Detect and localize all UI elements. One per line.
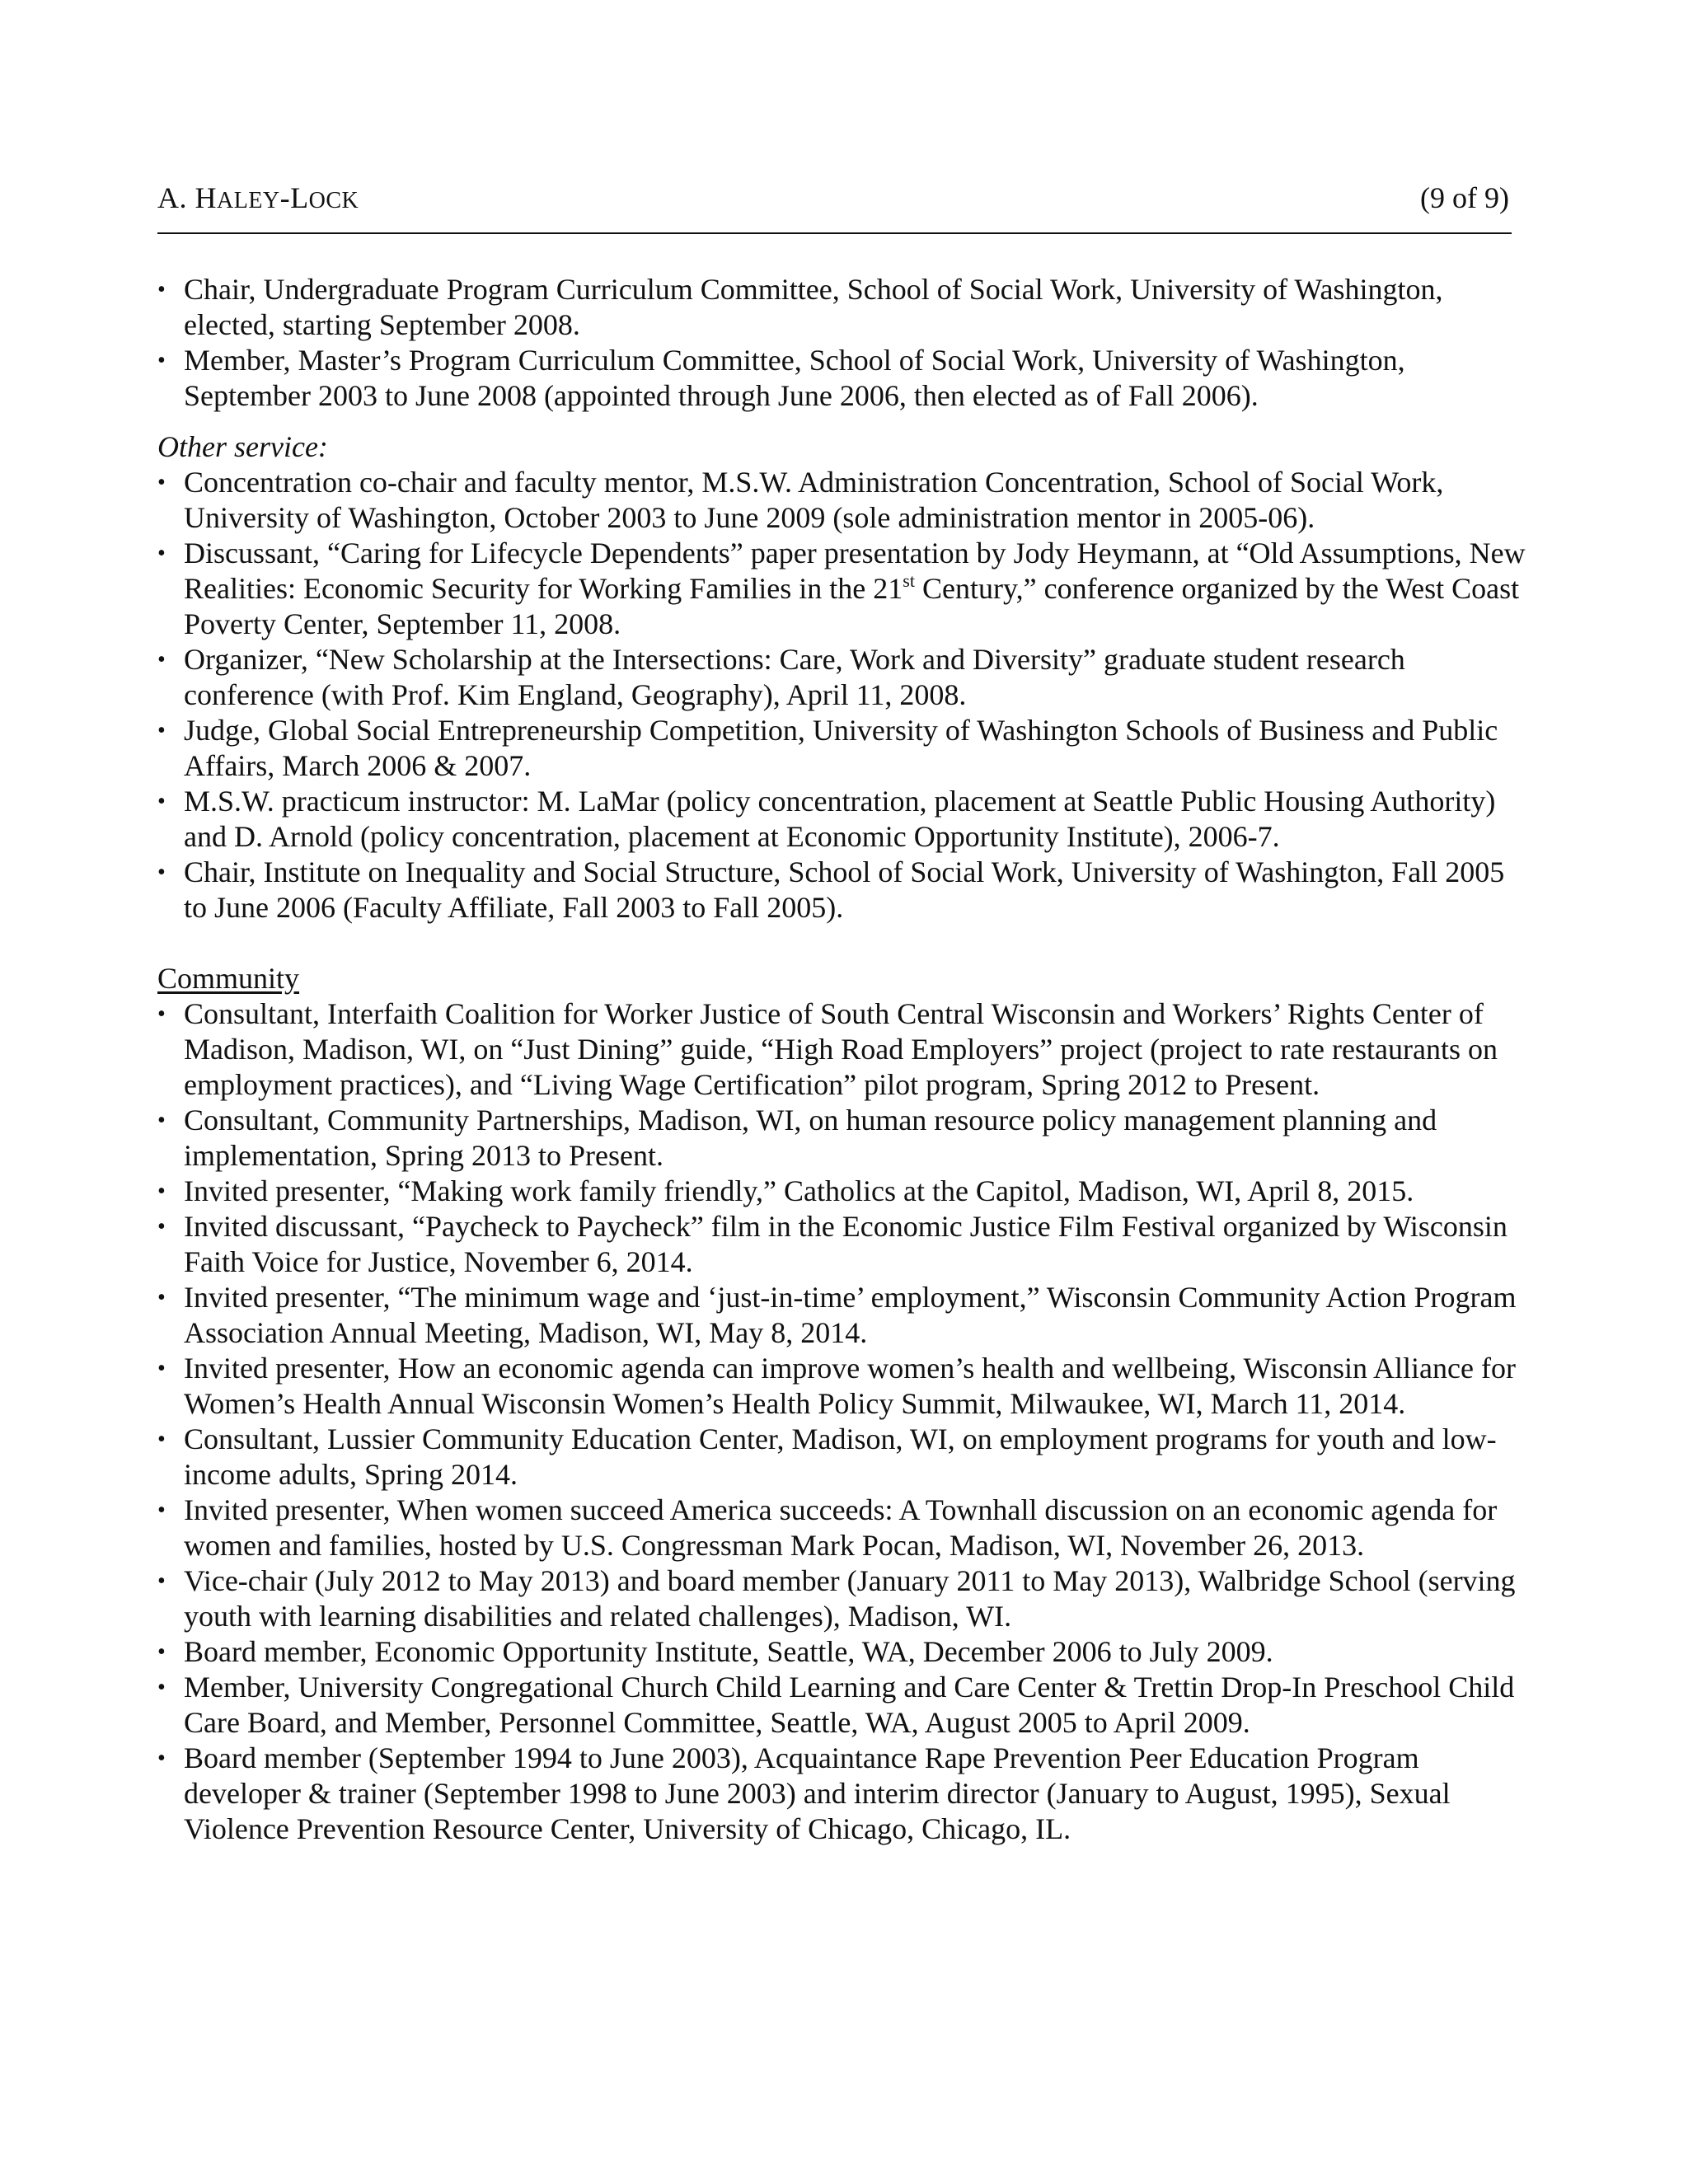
list-item bbox=[157, 1634, 1526, 1670]
list-item bbox=[157, 465, 1526, 536]
bullet-icon: • bbox=[157, 1285, 166, 1310]
bullet-icon: • bbox=[157, 470, 166, 495]
bullet-icon: • bbox=[157, 718, 166, 743]
text-fragment: Discussant, “Caring for Lifecycle Dependents” paper presentation by Jody Heymann, at “Old Assumptions, New Realities: Economic Security for Working Families in the 21 bbox=[184, 537, 1526, 605]
bullet-icon: • bbox=[157, 1214, 166, 1240]
author-name-part: -L bbox=[279, 181, 309, 214]
list-item bbox=[157, 1209, 1526, 1280]
list-item-text: Chair, Institute on Inequality and Social Structure, School of Social Work, University of Washington, Fall 2005 to June 2006 (Faculty Affiliate, Fall 2003 to Fall 2005). bbox=[184, 855, 1505, 924]
bullet-icon: • bbox=[157, 1427, 166, 1452]
bullet-icon: • bbox=[157, 1675, 166, 1700]
list-item-text: Invited presenter, “Making work family friendly,” Catholics at the Capitol, Madison, WI, April 8, 2015. bbox=[184, 1174, 1414, 1207]
community-list bbox=[157, 996, 1526, 1847]
bullet-icon: • bbox=[157, 1001, 166, 1027]
list-item-text: Vice-chair (July 2012 to May 2013) and board member (January 2011 to May 2013), Walbridge School (serving youth with learning disabilities and related challenges), Madison, WI. bbox=[184, 1564, 1516, 1633]
list-item bbox=[157, 642, 1526, 713]
list-item bbox=[157, 1422, 1526, 1493]
list-item bbox=[157, 1174, 1526, 1209]
list-item-text: Board member (September 1994 to June 2003), Acquaintance Rape Prevention Peer Education Program developer & trainer (September 1998 to June 2003) and interim director (January to August, 1995), Sexual Violence Prevention Resource Center, University of Chicago, Chicago, IL. bbox=[184, 1741, 1451, 1845]
list-item bbox=[157, 1563, 1526, 1634]
author-name-part: A. H bbox=[157, 181, 217, 214]
superscript: st bbox=[903, 570, 915, 591]
list-item bbox=[157, 1493, 1526, 1563]
list-item bbox=[157, 1280, 1526, 1351]
bullet-icon: • bbox=[157, 1568, 166, 1594]
list-item bbox=[157, 855, 1526, 926]
list-item bbox=[157, 713, 1526, 784]
bullet-icon: • bbox=[157, 1746, 166, 1771]
list-item-text: Invited discussant, “Paycheck to Paycheck” film in the Economic Justice Film Festival organized by Wisconsin Faith Voice for Justice, November 6, 2014. bbox=[184, 1210, 1507, 1278]
author-name bbox=[157, 177, 359, 222]
list-item bbox=[157, 1103, 1526, 1174]
author-name-part: ALEY bbox=[217, 188, 280, 213]
other-service-list bbox=[157, 465, 1526, 926]
bullet-icon: • bbox=[157, 1639, 166, 1665]
community-heading: Community bbox=[157, 962, 300, 995]
list-item bbox=[157, 784, 1526, 855]
bullet-icon: • bbox=[157, 541, 166, 566]
page-number: (9 of 9) bbox=[1420, 181, 1509, 214]
list-item-text: Consultant, Community Partnerships, Madison, WI, on human resource policy management planning and implementation, Spring 2013 to Present. bbox=[184, 1104, 1437, 1172]
list-item-text: Member, University Congregational Church Child Learning and Care Center & Trettin Drop-In Preschool Child Care Board, and Member, Personnel Committee, Seattle, WA, August 2005 to April 2009. bbox=[184, 1671, 1515, 1739]
bullet-icon: • bbox=[157, 1356, 166, 1381]
header-divider bbox=[157, 232, 1512, 234]
author-name-part: OCK bbox=[308, 188, 359, 213]
list-item-text: Judge, Global Social Entrepreneurship Competition, University of Washington Schools of Business and Public Affairs, March 2006 & 2007. bbox=[184, 714, 1498, 782]
bullet-icon: • bbox=[157, 277, 166, 302]
bullet-icon: • bbox=[157, 647, 166, 673]
list-item-text: Consultant, Interfaith Coalition for Worker Justice of South Central Wisconsin and Workers’ Rights Center of Madison, Madison, WI, on “Just Dining” guide, “High Road Employers” project (project to rate restaurants on employment practices), and “Living Wage Certification” pilot program, Spring 2012 to Present. bbox=[184, 997, 1498, 1101]
bullet-icon: • bbox=[157, 1108, 166, 1133]
list-item bbox=[157, 272, 1526, 343]
list-item-text: Member, Master’s Program Curriculum Committee, School of Social Work, University of Washington, September 2003 to June 2008 (appointed through June 2006, then elected as of Fall 2006). bbox=[184, 344, 1405, 412]
list-item bbox=[157, 996, 1526, 1103]
bullet-icon: • bbox=[157, 860, 166, 885]
bullet-icon: • bbox=[157, 1497, 166, 1523]
list-item-text: Organizer, “New Scholarship at the Intersections: Care, Work and Diversity” graduate student research conference (with Prof. Kim England, Geography), April 11, 2008. bbox=[184, 643, 1405, 711]
list-item bbox=[157, 1741, 1526, 1847]
list-item bbox=[157, 1670, 1526, 1741]
list-item bbox=[157, 536, 1526, 642]
list-item-text: Consultant, Lussier Community Education Center, Madison, WI, on employment programs for youth and low-income adults, Spring 2014. bbox=[184, 1422, 1497, 1491]
page-header bbox=[157, 177, 1509, 218]
list-item bbox=[157, 343, 1526, 414]
list-item-text: M.S.W. practicum instructor: M. LaMar (policy concentration, placement at Seattle Public Housing Authority) and D. Arnold (policy concentration, placement at Economic Opportunity Institute), 2006-7. bbox=[184, 785, 1496, 853]
bullet-icon: • bbox=[157, 789, 166, 814]
list-item-text: Chair, Undergraduate Program Curriculum Committee, School of Social Work, University of Washington, elected, starting September 2008. bbox=[184, 273, 1443, 341]
list-item-text: Invited presenter, “The minimum wage and ‘just-in-time’ employment,” Wisconsin Community Action Program Association Annual Meeting, Madison, WI, May 8, 2014. bbox=[184, 1281, 1517, 1349]
bullet-icon: • bbox=[157, 1179, 166, 1204]
text-fragment: Century,” conference organized by the West Coast Poverty Center, September 11, 2008. bbox=[184, 572, 1520, 640]
list-item-text bbox=[184, 537, 1526, 640]
bullet-icon: • bbox=[157, 348, 166, 373]
cv-content bbox=[157, 272, 1526, 1847]
list-item-text: Concentration co-chair and faculty mentor, M.S.W. Administration Concentration, School of Social Work, University of Washington, October 2003 to June 2009 (sole administration mentor in 2005-06). bbox=[184, 466, 1444, 534]
list-item-text: Board member, Economic Opportunity Institute, Seattle, WA, December 2006 to July 2009. bbox=[184, 1635, 1273, 1668]
list-item-text: Invited presenter, When women succeed America succeeds: A Townhall discussion on an economic agenda for women and families, hosted by U.S. Congressman Mark Pocan, Madison, WI, November 26, 2013. bbox=[184, 1493, 1498, 1562]
list-item-text: Invited presenter, How an economic agenda can improve women’s health and wellbeing, Wisconsin Alliance for Women’s Health Annual Wisconsin Women’s Health Policy Summit, Milwaukee, WI, March 11, 2014. bbox=[184, 1352, 1516, 1420]
university-service-list bbox=[157, 272, 1526, 414]
other-service-heading: Other service: bbox=[157, 430, 328, 463]
list-item bbox=[157, 1351, 1526, 1422]
